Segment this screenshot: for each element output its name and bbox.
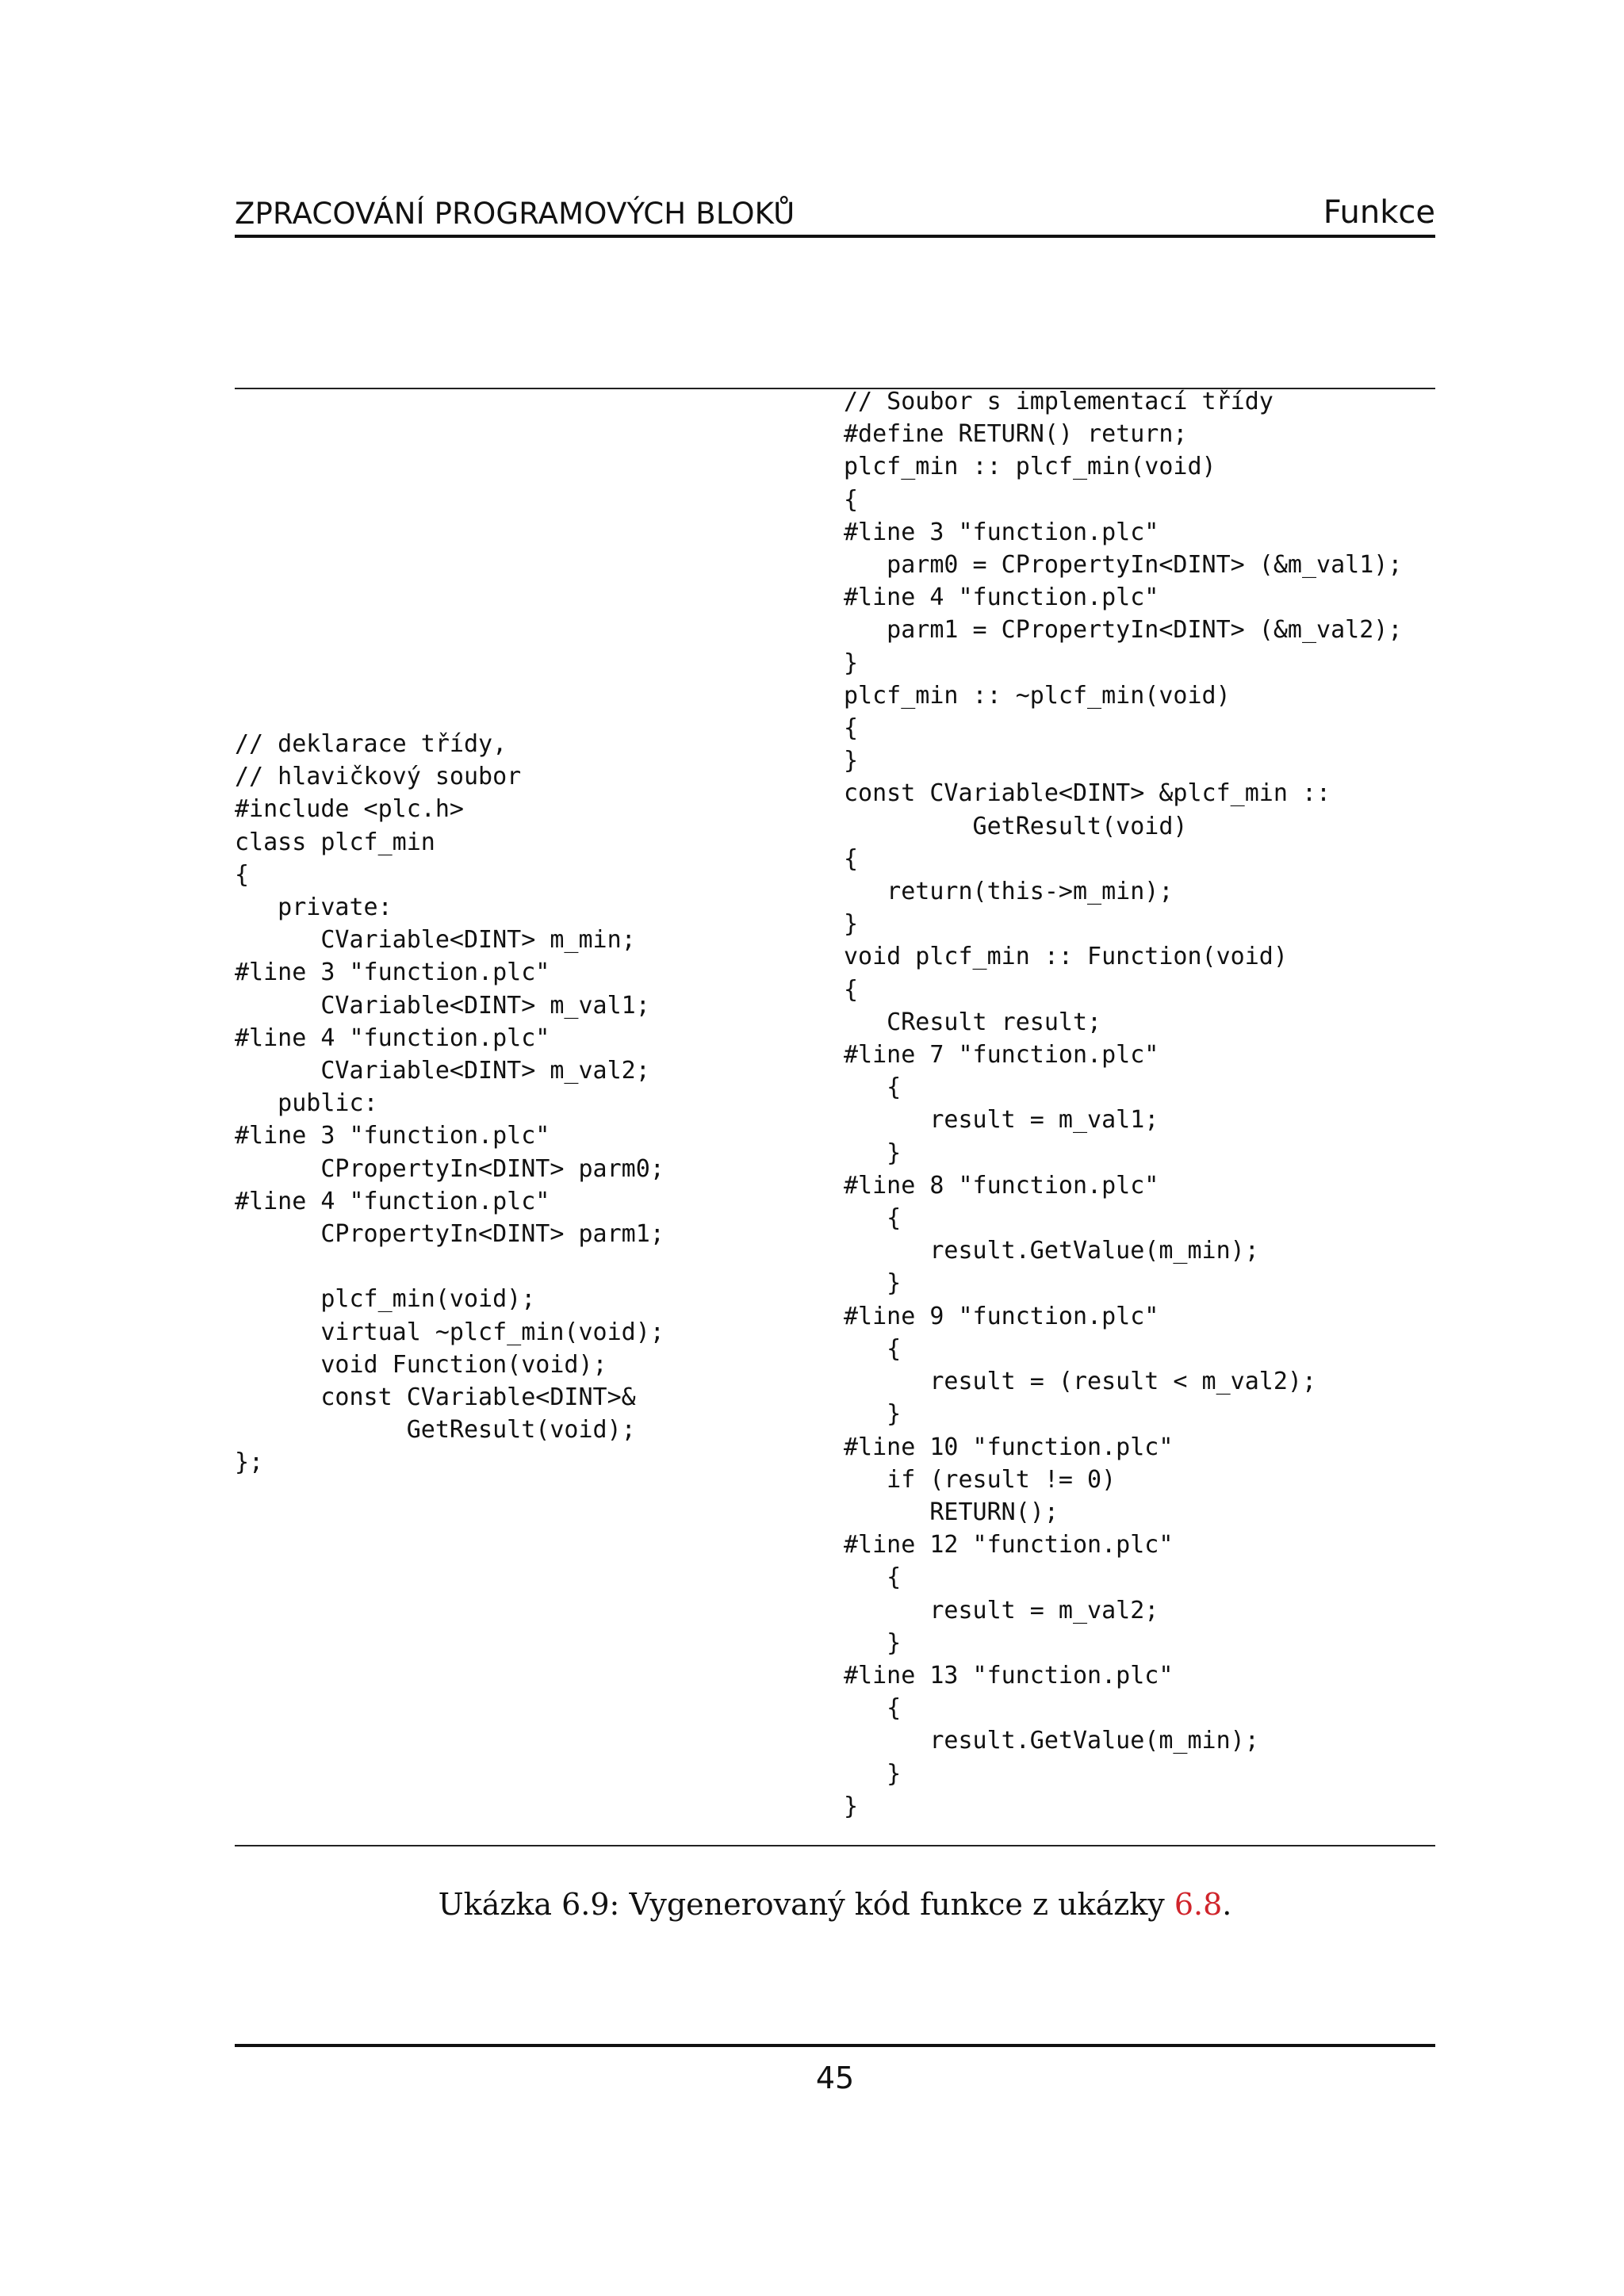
page-number: 45 — [815, 2061, 855, 2095]
code-listing-implementation-file: // Soubor s implementací třídy #define RETURN() return; plcf_min :: plcf_min(void) { #line 3 "function.plc" parm0 = CPropertyIn<DINT> (&m_val1); #line 4 "function.plc" parm1 = CPropertyIn<DINT> (&m_val2); } plcf_min :: ~plcf_min(void) { } const CVariable<DINT> &plcf_min :: GetResult(void) { return(this->m_min); } void plcf_min :: Function(void) { CResult result; #line 7 "function.plc" { result = m_val1; } #line 8 "function.plc" { result.GetValue(m_min); } #line 9 "function.plc" { result = (result < m_val2); } #line 10 "function.plc" if (result != 0) RETURN(); #line 12 "function.plc" { result = m_val2; } #line 13 "function.plc" { result.GetValue(m_min); } } — [844, 388, 1403, 1820]
caption-period: . — [1222, 1887, 1232, 1922]
code-listing-header-file: // deklarace třídy, // hlavičkový soubor #include <plc.h> class plcf_min { private: CVariable<DINT> m_min; #line 3 "function.plc" CVariable<DINT> m_val1; #line 4 "function.plc" CVariable<DINT> m_val2; public: #line 3 "function.plc" CPropertyIn<DINT> parm0; #line 4 "function.plc" CPropertyIn<DINT> parm1; plcf_min(void); virtual ~plcf_min(void); void Function(void); const CVariable<DINT>& GetResult(void); }; — [235, 730, 665, 1477]
header-rule — [235, 235, 1435, 238]
footer-rule — [235, 2044, 1435, 2047]
running-header-section: Funkce — [1323, 194, 1435, 231]
running-header-chapter: ZPRACOVÁNÍ PROGRAMOVÝCH BLOKŮ — [235, 197, 795, 231]
listing-caption — [235, 1884, 1435, 1925]
listing-bottom-rule — [235, 1845, 1435, 1846]
caption-text: Ukázka 6.9: Vygenerovaný kód funkce z ukázky — [438, 1887, 1174, 1922]
caption-cross-reference-link[interactable]: 6.8 — [1174, 1887, 1223, 1922]
